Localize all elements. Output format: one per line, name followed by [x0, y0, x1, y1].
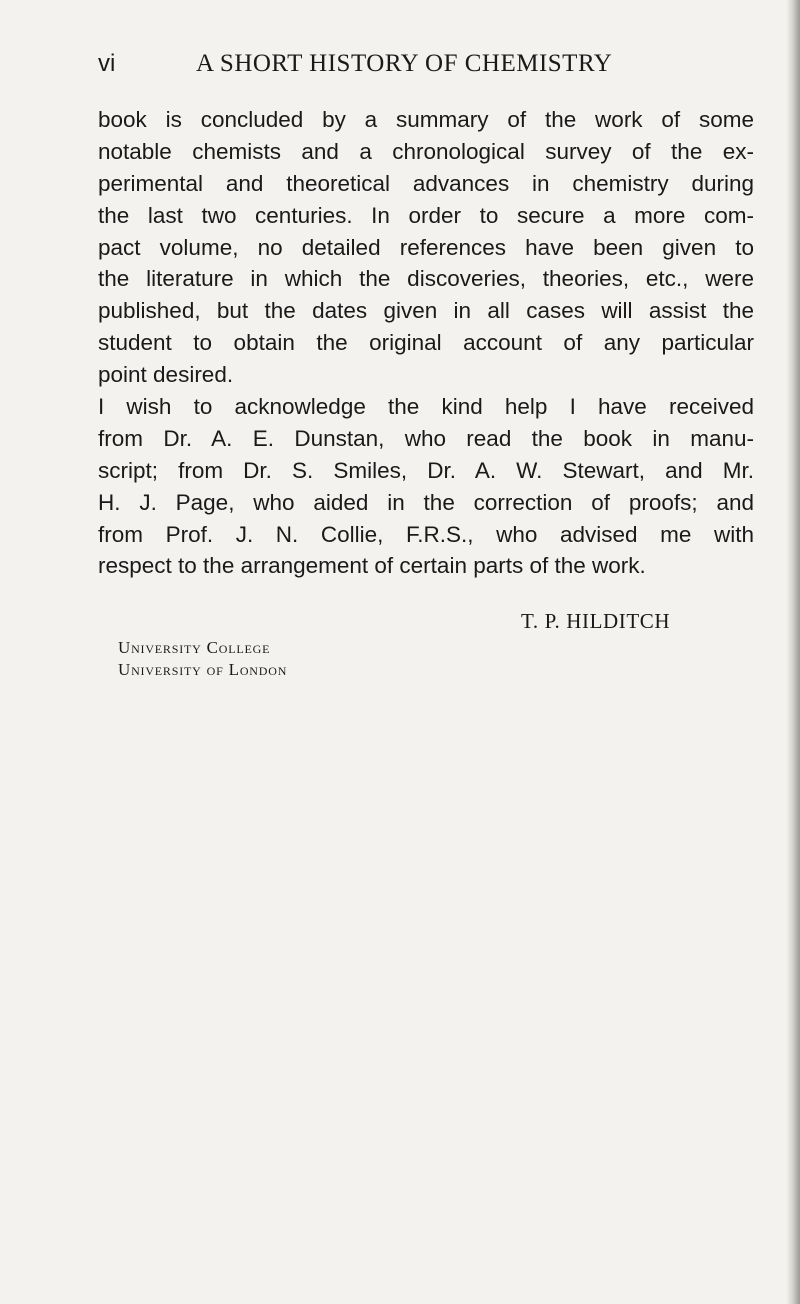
text-line: pact volume, no detailed references have been given to: [98, 234, 754, 260]
text-line: H. J. Page, who aided in the correction of proofs; and: [98, 489, 754, 515]
running-head: [98, 50, 658, 80]
text-line: student to obtain the original account of any particular: [98, 330, 754, 356]
text-line: published, but the dates given in all cases will assist the: [98, 298, 754, 324]
affiliation-college: University College: [118, 638, 271, 657]
text-line: from Prof. J. N. Collie, F.R.S., who advised me with: [98, 521, 754, 547]
text-line: respect to the arrangement of certain parts of the work.: [98, 553, 646, 579]
text-line: the last two centuries. In order to secure a more com-: [98, 202, 754, 228]
text-line: point desired.: [98, 362, 234, 388]
text-line: I wish to acknowledge the kind help I have received: [98, 394, 754, 420]
text-line: notable chemists and a chronological survey of the ex-: [98, 138, 754, 164]
text-line: the literature in which the discoveries, theories, etc., were: [98, 266, 754, 292]
book-title: A SHORT HISTORY OF CHEMISTRY: [196, 50, 613, 77]
text-line: from Dr. A. E. Dunstan, who read the book in manu-: [98, 425, 754, 451]
text-line: book is concluded by a summary of the work of some: [98, 107, 754, 132]
page-number: vi: [98, 50, 116, 77]
text-line: script; from Dr. S. Smiles, Dr. A. W. Stewart, and Mr.: [98, 457, 754, 483]
paragraph-2: [98, 391, 754, 582]
text-line: perimental and theoretical advances in chemistry during: [98, 170, 754, 196]
affiliation-university: University of London: [118, 660, 288, 679]
paragraph-1: [98, 104, 754, 391]
author-signature: T. P. HILDITCH: [521, 609, 671, 633]
affiliation: [118, 637, 287, 681]
body-text: [98, 104, 754, 582]
page-edge: [786, 0, 800, 1304]
